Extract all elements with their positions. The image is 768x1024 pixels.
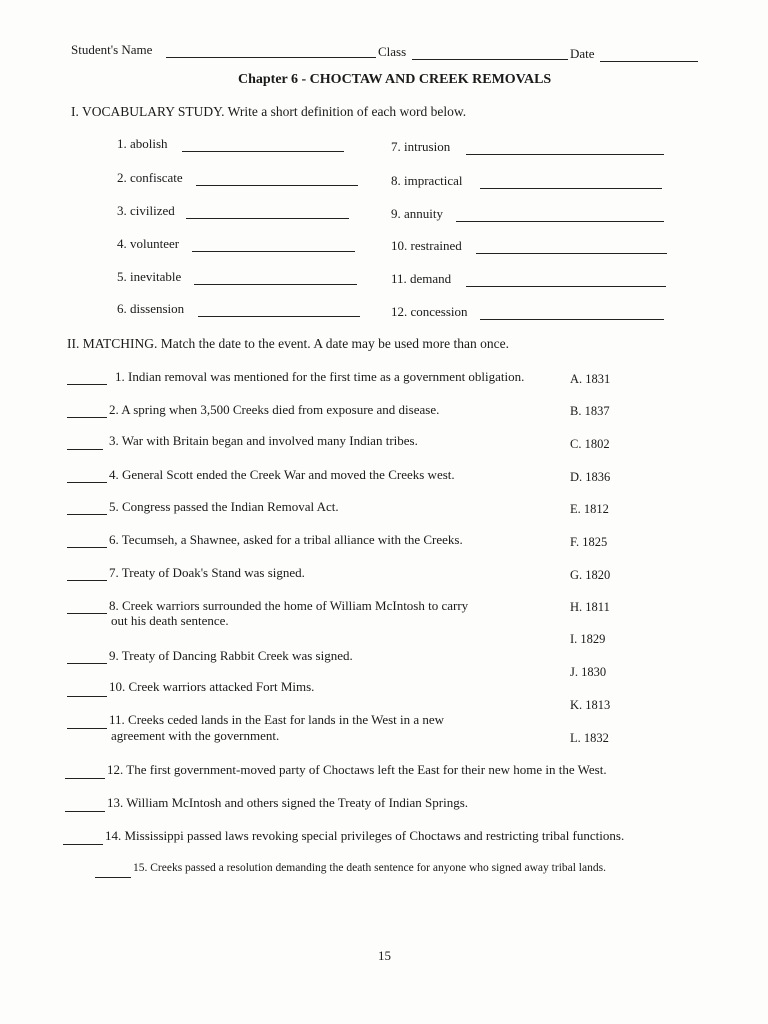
vocab-word: 11. demand (391, 271, 452, 286)
matching-item: 15. Creeks passed a resolution demanding the death sentence for anyone who signed away tribal lands. (133, 862, 606, 874)
answer-option: H. 1811 (570, 600, 610, 614)
vocab-word: 5. inevitable (117, 269, 182, 284)
answer-option: E. 1812 (570, 502, 609, 516)
answer-blank[interactable] (67, 440, 103, 450)
class-label: Class (378, 44, 407, 59)
answer-blank[interactable] (67, 719, 107, 729)
answer-option: D. 1836 (570, 470, 611, 484)
answer-option: A. 1831 (570, 372, 611, 386)
vocab-word: 1. abolish (117, 136, 168, 151)
matching-item: 7. Treaty of Doak's Stand was signed. (109, 565, 305, 580)
answer-option: F. 1825 (570, 535, 608, 549)
vocab-word: 2. confiscate (117, 170, 183, 185)
vocab-definition-blank[interactable] (192, 242, 355, 252)
matching-item: 12. The first government-moved party of Choctaws left the East for their new home in the West. (107, 762, 607, 777)
matching-item: 4. General Scott ended the Creek War and moved the Creeks west. (109, 467, 455, 482)
matching-item: 2. A spring when 3,500 Creeks died from exposure and disease. (109, 402, 440, 417)
matching-item: 10. Creek warriors attacked Fort Mims. (109, 679, 315, 694)
vocab-definition-blank[interactable] (480, 310, 664, 320)
matching-item-continuation: out his death sentence. (111, 613, 229, 628)
vocab-definition-blank[interactable] (456, 212, 664, 222)
page-number: 15 (378, 948, 391, 963)
answer-option: K. 1813 (570, 698, 611, 712)
answer-option: G. 1820 (570, 568, 611, 582)
matching-item: 11. Creeks ceded lands in the East for lands in the West in a new (109, 712, 445, 727)
vocab-definition-blank[interactable] (466, 145, 664, 155)
matching-item: 13. William McIntosh and others signed the Treaty of Indian Springs. (107, 795, 469, 810)
answer-option: J. 1830 (570, 665, 607, 679)
date-label: Date (570, 46, 595, 61)
student-name-label: Student's Name (71, 42, 153, 57)
answer-blank[interactable] (63, 835, 103, 845)
vocab-definition-blank[interactable] (186, 209, 349, 219)
answer-blank[interactable] (67, 408, 107, 418)
answer-blank[interactable] (65, 769, 105, 779)
date-blank[interactable] (600, 52, 698, 62)
answer-blank[interactable] (67, 538, 107, 548)
vocab-word: 8. impractical (391, 173, 463, 188)
vocab-definition-blank[interactable] (480, 179, 662, 189)
answer-option: L. 1832 (570, 731, 609, 745)
vocab-definition-blank[interactable] (198, 307, 360, 317)
answer-blank[interactable] (67, 654, 107, 664)
vocab-definition-blank[interactable] (182, 142, 344, 152)
answer-blank[interactable] (65, 802, 105, 812)
matching-item: 5. Congress passed the Indian Removal Act. (109, 499, 339, 514)
matching-item: 3. War with Britain began and involved many Indian tribes. (109, 433, 418, 448)
vocab-definition-blank[interactable] (196, 176, 358, 186)
answer-blank[interactable] (67, 375, 107, 385)
vocab-definition-blank[interactable] (476, 244, 667, 254)
answer-blank[interactable] (67, 473, 107, 483)
answer-option: B. 1837 (570, 404, 610, 418)
answer-option: I. 1829 (570, 632, 606, 646)
vocab-heading: I. VOCABULARY STUDY. Write a short definition of each word below. (71, 104, 467, 119)
matching-item: 1. Indian removal was mentioned for the first time as a government obligation. (115, 369, 525, 384)
matching-item: 9. Treaty of Dancing Rabbit Creek was signed. (109, 648, 353, 663)
class-blank[interactable] (412, 50, 568, 60)
answer-blank[interactable] (67, 604, 107, 614)
page-title: Chapter 6 - CHOCTAW AND CREEK REMOVALS (238, 72, 552, 87)
matching-item: 8. Creek warriors surrounded the home of William McIntosh to carry (109, 598, 469, 613)
matching-item-continuation: agreement with the government. (111, 728, 280, 743)
answer-blank[interactable] (67, 687, 107, 697)
vocab-word: 4. volunteer (117, 236, 180, 251)
answer-blank[interactable] (67, 571, 107, 581)
matching-item: 14. Mississippi passed laws revoking special privileges of Choctaws and restricting tribal functions. (105, 828, 625, 843)
vocab-word: 10. restrained (391, 238, 462, 253)
vocab-word: 6. dissension (117, 301, 185, 316)
answer-option: C. 1802 (570, 437, 610, 451)
vocab-definition-blank[interactable] (466, 277, 666, 287)
answer-blank[interactable] (95, 868, 131, 878)
answer-blank[interactable] (67, 505, 107, 515)
vocab-word: 7. intrusion (391, 139, 451, 154)
vocab-word: 12. concession (391, 304, 468, 319)
matching-heading: II. MATCHING. Match the date to the event. A date may be used more than once. (67, 336, 509, 351)
student-name-blank[interactable] (166, 48, 376, 58)
vocab-word: 9. annuity (391, 206, 443, 221)
vocab-definition-blank[interactable] (194, 275, 357, 285)
matching-item: 6. Tecumseh, a Shawnee, asked for a tribal alliance with the Creeks. (109, 532, 463, 547)
vocab-word: 3. civilized (117, 203, 175, 218)
